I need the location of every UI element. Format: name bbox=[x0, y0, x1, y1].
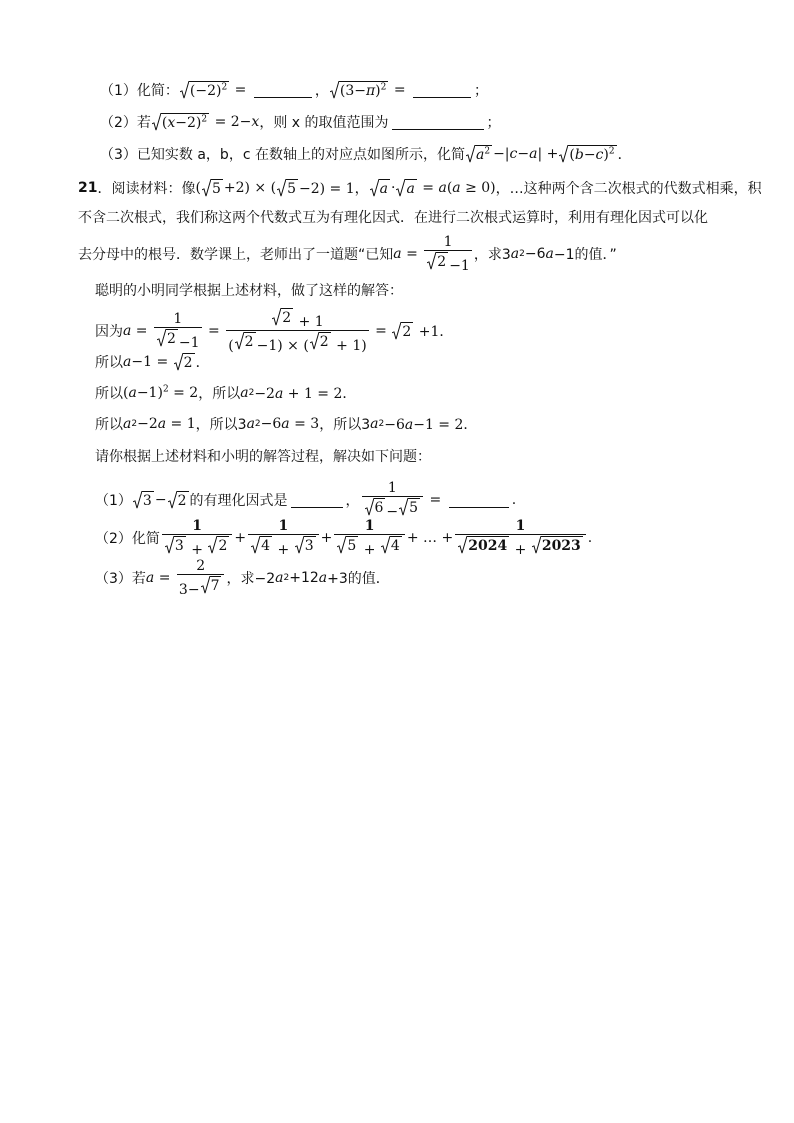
q20-part1-label: （1）化简： bbox=[100, 83, 179, 99]
part-text: +12 bbox=[289, 570, 319, 586]
fraction: 1 2 −1 bbox=[424, 234, 472, 274]
part-label: （2）化简 bbox=[95, 531, 160, 547]
intro-text: ，求3 bbox=[473, 247, 511, 263]
sqrt-expression: 5 bbox=[202, 179, 223, 197]
q20-part2: （2）若 $(x-2)^2$ = 2−x ，则 x 的取值范围为 ； bbox=[100, 114, 501, 131]
q20-part1: （1）化简： $(-2)^2$ = ， $(3-\pi)^2$ = ； bbox=[100, 82, 489, 99]
ask-line bbox=[95, 446, 431, 466]
q21-part1: （1） 3 − 2 的有理化因式是 ， 1 6 − 5 = . bbox=[95, 480, 517, 520]
ask-text: 请你根据上述材料和小明的解答过程，解决如下问题： bbox=[95, 449, 431, 465]
q21-part2: （2）化简 1 3 + 2 + 1 4 + 3 + 1 5 + 4 + … + 1 2024 + 2023 . bbox=[95, 518, 593, 558]
intro-text: 去分母中的根号．数学课上，老师出了一道题“已知 bbox=[78, 247, 394, 263]
q21-intro-line2 bbox=[78, 207, 708, 227]
fraction: 1 6 − 5 bbox=[362, 480, 424, 520]
intro-text: −6 bbox=[524, 246, 546, 262]
part-label: （3）若 bbox=[95, 571, 146, 587]
part-text: 的有理化因式是 bbox=[189, 493, 288, 509]
part-text: ，求−2 bbox=[226, 571, 276, 587]
sqrt-expression: $a^2$ bbox=[466, 145, 492, 163]
solver-line bbox=[95, 280, 403, 300]
q20-part3: （3）已知实数 a，b，c 在数轴上的对应点如图所示，化简 $a^2$ −|c−a| + $(b-c)^2$ ． bbox=[100, 146, 632, 163]
answer-blank[interactable] bbox=[254, 83, 312, 98]
sqrt-expression: 5 bbox=[277, 179, 298, 197]
solution-text: 因为 bbox=[95, 324, 123, 340]
intro-text: −1的值．” bbox=[553, 247, 617, 263]
solution-text: 所以 bbox=[95, 386, 123, 402]
sqrt-expression: $(-2)^2$ bbox=[180, 81, 229, 99]
sqrt-expression: $(x-2)^2$ bbox=[152, 113, 209, 131]
solution-step3: 所以 $(a-1)^2 = 2$ ，所以 a 2 −2a + 1 = 2． bbox=[95, 384, 357, 402]
q21-part3: （3）若 a = 2 3− 7 ，求−2 a 2 +12 a +3的值． bbox=[95, 558, 390, 598]
solution-text: ，所以 bbox=[198, 386, 241, 402]
solution-step2: 所以 a −1 = 2 ． bbox=[95, 354, 210, 371]
solution-text: 所以 bbox=[95, 417, 123, 433]
part-text: +3的值． bbox=[327, 571, 390, 587]
q21-intro-line1: 21 ．阅读材料：像 ( 5 +2) × ( 5 −2) = 1， a · a = a(a ≥ 0) ，…这种两个含二次根式的代数式相乘，积 bbox=[78, 180, 762, 197]
q20-part2-mid: ，则 x 的取值范围为 bbox=[259, 115, 389, 131]
answer-blank[interactable] bbox=[291, 493, 343, 508]
answer-blank[interactable] bbox=[392, 115, 484, 130]
question-number: 21 bbox=[78, 180, 98, 196]
intro-text: ，…这种两个含二次根式的代数式相乘，积 bbox=[495, 181, 762, 197]
answer-blank[interactable] bbox=[413, 83, 471, 98]
sqrt-expression: $(b-c)^2$ bbox=[559, 145, 616, 163]
intro-text: 不含二次根式，我们称这两个代数式互为有理化因式．在进行二次根式运算时，利用有理化因式可以化 bbox=[78, 210, 708, 226]
sqrt-expression: a bbox=[370, 179, 390, 197]
fraction: 1 2 −1 bbox=[154, 311, 202, 351]
fraction: 2 3− 7 bbox=[177, 558, 225, 598]
solver-text: 聪明的小明同学根据上述材料，做了这样的解答： bbox=[95, 283, 403, 299]
sqrt-expression: $(3-\pi)^2$ bbox=[330, 81, 389, 99]
intro-text: ．阅读材料：像 bbox=[97, 181, 196, 197]
solution-step4: 所以 a 2 −2a = 1 ，所以3 a 2 −6a = 3 ，所以3 a 2 −6a−1 = 2． bbox=[95, 416, 478, 433]
solution-step1: 因为 a = 1 2 −1 = 2 + 1 ( 2 −1) × ( 2 + 1) = 2 +1． bbox=[95, 310, 454, 354]
q20-part2-label: （2）若 bbox=[100, 115, 151, 131]
q21-intro-line3: 去分母中的根号．数学课上，老师出了一道题“已知 a = 1 2 −1 ，求3 a 2 −6 a −1的值．” bbox=[78, 234, 617, 274]
part-label: （1） bbox=[95, 493, 132, 509]
answer-blank[interactable] bbox=[449, 493, 509, 508]
solution-text: ，所以3 bbox=[195, 417, 247, 433]
solution-text: ，所以3 bbox=[319, 417, 371, 433]
sqrt-expression: a bbox=[396, 179, 416, 197]
q20-part3-label: （3）已知实数 a，b，c 在数轴上的对应点如图所示，化简 bbox=[100, 147, 465, 163]
solution-text: 所以 bbox=[95, 355, 123, 371]
fraction: 2 + 1 ( 2 −1) × ( 2 + 1) bbox=[228, 310, 367, 354]
